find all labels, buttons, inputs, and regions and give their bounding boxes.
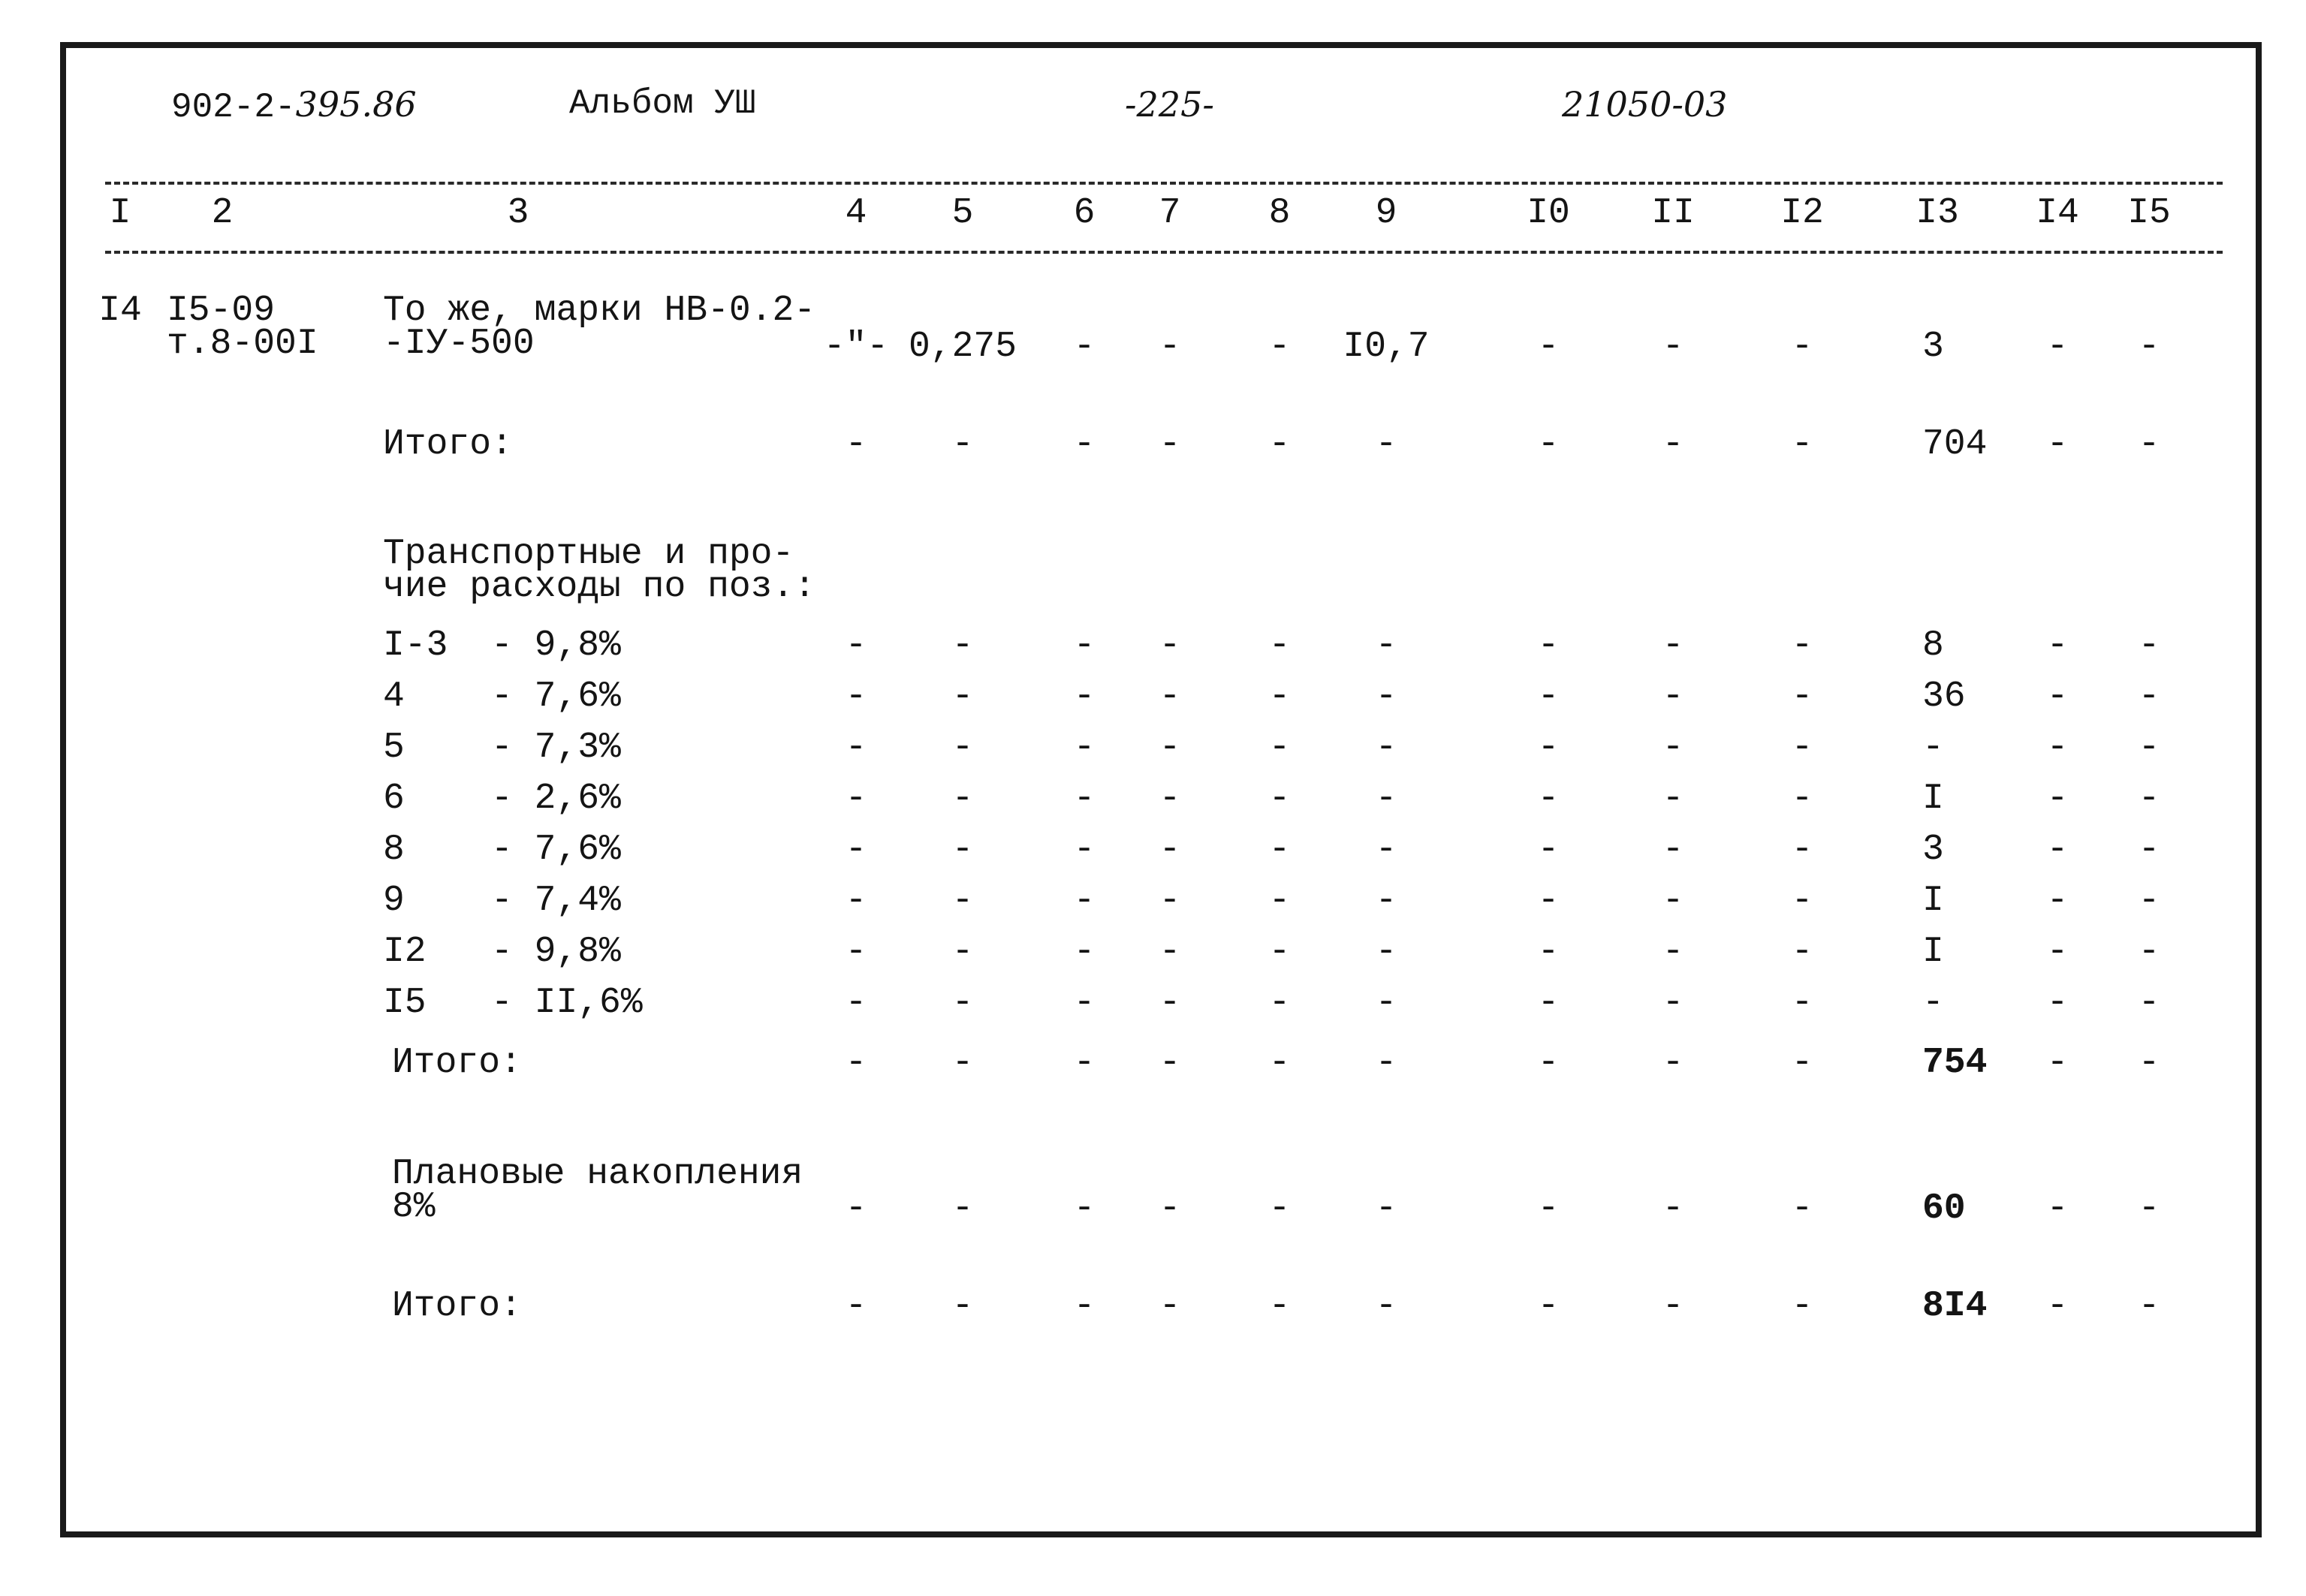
row-value-col-6: - bbox=[1073, 830, 1096, 870]
row-position: I4 bbox=[98, 291, 142, 331]
row-value-col-7: - bbox=[1159, 1188, 1181, 1229]
row-value-col-13: 60 bbox=[1922, 1188, 1966, 1229]
row-value-col-12: - bbox=[1791, 727, 1813, 768]
row-value-col-11: - bbox=[1662, 1188, 1684, 1229]
row-value-col-6: - bbox=[1073, 1188, 1096, 1229]
row-value-col-9: - bbox=[1375, 881, 1397, 921]
column-header-2: 2 bbox=[211, 193, 234, 233]
row-value-col-7: - bbox=[1159, 625, 1181, 666]
row-value-col-10: - bbox=[1537, 881, 1560, 921]
column-header-9: 9 bbox=[1375, 193, 1397, 233]
row-value-col-8: - bbox=[1268, 830, 1291, 870]
row-value-col-11: - bbox=[1662, 424, 1684, 465]
row-value-col-6: - bbox=[1073, 676, 1096, 717]
row-value-col-12: - bbox=[1791, 932, 1813, 972]
row-value-col-14: - bbox=[2046, 424, 2069, 465]
row-value-col-6: - bbox=[1073, 327, 1096, 367]
row-value-col-8: - bbox=[1268, 1188, 1291, 1229]
row-value-col-4: - bbox=[845, 1188, 867, 1229]
row-value-col-13: 3 bbox=[1922, 830, 1944, 870]
row-value-col-4: - bbox=[845, 983, 867, 1023]
row-value-col-8: - bbox=[1268, 932, 1291, 972]
row-value-col-15: - bbox=[2138, 983, 2160, 1023]
document-code-handwritten: 395.86 bbox=[295, 84, 417, 125]
row-value-col-7: - bbox=[1159, 1043, 1181, 1083]
row-value-col-8: - bbox=[1268, 881, 1291, 921]
row-value-col-13: 8I4 bbox=[1922, 1286, 1988, 1326]
row-value-col-9: - bbox=[1375, 625, 1397, 666]
row-value-col-14: - bbox=[2046, 1188, 2069, 1229]
row-value-col-7: - bbox=[1159, 830, 1181, 870]
row-value-col-5: - bbox=[951, 881, 974, 921]
row-value-col-9: I0,7 bbox=[1343, 327, 1430, 367]
row-description: 8 - 7,6% bbox=[383, 830, 621, 870]
row-value-col-12: - bbox=[1791, 830, 1813, 870]
row-value-col-11: - bbox=[1662, 830, 1684, 870]
row-value-col-5: - bbox=[951, 932, 974, 972]
row-value-col-10: - bbox=[1537, 625, 1560, 666]
row-value-col-9: - bbox=[1375, 983, 1397, 1023]
row-value-col-4: - bbox=[845, 932, 867, 972]
row-value-col-9: - bbox=[1375, 1043, 1397, 1083]
row-value-col-10: - bbox=[1537, 1188, 1560, 1229]
row-value-col-7: - bbox=[1159, 424, 1181, 465]
row-value-col-7: - bbox=[1159, 778, 1181, 819]
row-value-col-8: - bbox=[1268, 1043, 1291, 1083]
column-header-11: II bbox=[1651, 193, 1695, 233]
row-value-col-6: - bbox=[1073, 424, 1096, 465]
row-value-col-12: - bbox=[1791, 424, 1813, 465]
row-value-col-12: - bbox=[1791, 625, 1813, 666]
row-value-col-9: - bbox=[1375, 727, 1397, 768]
row-value-col-12: - bbox=[1791, 327, 1813, 367]
row-value-col-15: - bbox=[2138, 327, 2160, 367]
row-value-col-11: - bbox=[1662, 327, 1684, 367]
row-value-col-4: - bbox=[845, 881, 867, 921]
row-value-col-4: - bbox=[845, 625, 867, 666]
row-value-col-5: - bbox=[951, 727, 974, 768]
row-value-col-10: - bbox=[1537, 727, 1560, 768]
album-label: Альбом УШ bbox=[569, 84, 756, 123]
row-value-col-15: - bbox=[2138, 881, 2160, 921]
row-value-col-10: - bbox=[1537, 932, 1560, 972]
row-value-col-12: - bbox=[1791, 778, 1813, 819]
row-description: Итого: bbox=[392, 1286, 522, 1326]
row-value-col-8: - bbox=[1268, 327, 1291, 367]
row-value-col-13: 754 bbox=[1922, 1043, 1988, 1083]
row-value-col-4: - bbox=[845, 830, 867, 870]
row-value-col-11: - bbox=[1662, 1043, 1684, 1083]
row-value-col-8: - bbox=[1268, 778, 1291, 819]
column-header-8: 8 bbox=[1268, 193, 1291, 233]
row-value-col-6: - bbox=[1073, 983, 1096, 1023]
row-value-col-6: - bbox=[1073, 1043, 1096, 1083]
row-value-col-6: - bbox=[1073, 625, 1096, 666]
row-value-col-4: -"- bbox=[823, 327, 889, 367]
row-value-col-12: - bbox=[1791, 676, 1813, 717]
row-value-col-11: - bbox=[1662, 881, 1684, 921]
column-header-5: 5 bbox=[951, 193, 974, 233]
row-value-col-8: - bbox=[1268, 1286, 1291, 1326]
column-header-15: I5 bbox=[2127, 193, 2171, 233]
row-value-col-4: - bbox=[845, 778, 867, 819]
row-value-col-14: - bbox=[2046, 327, 2069, 367]
column-header-6: 6 bbox=[1073, 193, 1096, 233]
row-value-col-6: - bbox=[1073, 778, 1096, 819]
row-value-col-4: - bbox=[845, 1286, 867, 1326]
row-value-col-4: - bbox=[845, 424, 867, 465]
row-value-col-14: - bbox=[2046, 1286, 2069, 1326]
row-value-col-14: - bbox=[2046, 676, 2069, 717]
row-value-col-7: - bbox=[1159, 932, 1181, 972]
row-value-col-15: - bbox=[2138, 778, 2160, 819]
row-value-col-5: - bbox=[951, 625, 974, 666]
row-description: 6 - 2,6% bbox=[383, 778, 621, 819]
row-value-col-15: - bbox=[2138, 676, 2160, 717]
row-value-col-8: - bbox=[1268, 983, 1291, 1023]
column-header-3: 3 bbox=[507, 193, 529, 233]
row-value-col-13: I bbox=[1922, 881, 1944, 921]
row-value-col-15: - bbox=[2138, 830, 2160, 870]
row-value-col-13: 36 bbox=[1922, 676, 1966, 717]
row-value-col-15: - bbox=[2138, 424, 2160, 465]
row-value-col-8: - bbox=[1268, 625, 1291, 666]
row-value-col-11: - bbox=[1662, 727, 1684, 768]
column-header-7: 7 bbox=[1159, 193, 1181, 233]
row-value-col-5: - bbox=[951, 1188, 974, 1229]
row-value-col-5: - bbox=[951, 1043, 974, 1083]
row-value-col-14: - bbox=[2046, 983, 2069, 1023]
row-description: Плановые накопления 8% bbox=[392, 1154, 803, 1227]
row-value-col-15: - bbox=[2138, 1188, 2160, 1229]
row-value-col-5: - bbox=[951, 1286, 974, 1326]
row-value-col-10: - bbox=[1537, 830, 1560, 870]
row-value-col-15: - bbox=[2138, 932, 2160, 972]
row-value-col-9: - bbox=[1375, 830, 1397, 870]
row-value-col-7: - bbox=[1159, 983, 1181, 1023]
row-value-col-7: - bbox=[1159, 727, 1181, 768]
row-value-col-14: - bbox=[2046, 881, 2069, 921]
row-value-col-8: - bbox=[1268, 727, 1291, 768]
row-value-col-9: - bbox=[1375, 1188, 1397, 1229]
row-value-col-13: I bbox=[1922, 778, 1944, 819]
row-value-col-4: - bbox=[845, 1043, 867, 1083]
row-description: Итого: bbox=[383, 424, 513, 465]
column-header-10: I0 bbox=[1527, 193, 1570, 233]
row-value-col-14: - bbox=[2046, 727, 2069, 768]
row-value-col-14: - bbox=[2046, 625, 2069, 666]
row-value-col-10: - bbox=[1537, 1043, 1560, 1083]
row-value-col-10: - bbox=[1537, 424, 1560, 465]
row-value-col-5: - bbox=[951, 778, 974, 819]
row-value-col-5: - bbox=[951, 676, 974, 717]
row-value-col-8: - bbox=[1268, 676, 1291, 717]
row-value-col-7: - bbox=[1159, 327, 1181, 367]
row-value-col-6: - bbox=[1073, 881, 1096, 921]
row-value-col-14: - bbox=[2046, 932, 2069, 972]
column-header-4: 4 bbox=[845, 193, 867, 233]
row-value-col-12: - bbox=[1791, 881, 1813, 921]
row-value-col-4: - bbox=[845, 676, 867, 717]
row-value-col-15: - bbox=[2138, 1286, 2160, 1326]
row-value-col-5: - bbox=[951, 983, 974, 1023]
column-header-13: I3 bbox=[1916, 193, 1959, 233]
row-value-col-14: - bbox=[2046, 778, 2069, 819]
row-value-col-12: - bbox=[1791, 1043, 1813, 1083]
row-value-col-10: - bbox=[1537, 327, 1560, 367]
row-value-col-13: 3 bbox=[1922, 327, 1944, 367]
row-description: Итого: bbox=[392, 1043, 522, 1083]
column-header-14: I4 bbox=[2036, 193, 2079, 233]
row-value-col-10: - bbox=[1537, 676, 1560, 717]
row-value-col-11: - bbox=[1662, 983, 1684, 1023]
row-value-col-11: - bbox=[1662, 625, 1684, 666]
row-value-col-15: - bbox=[2138, 1043, 2160, 1083]
row-value-col-13: 704 bbox=[1922, 424, 1988, 465]
row-value-col-14: - bbox=[2046, 1043, 2069, 1083]
column-header-12: I2 bbox=[1780, 193, 1824, 233]
row-value-col-7: - bbox=[1159, 676, 1181, 717]
row-description: I-3 - 9,8% bbox=[383, 625, 621, 666]
page-number: -225- bbox=[1125, 84, 1214, 125]
row-value-col-10: - bbox=[1537, 983, 1560, 1023]
row-description: То же, марки НВ-0.2- -IУ-500 bbox=[383, 291, 816, 364]
row-value-col-11: - bbox=[1662, 1286, 1684, 1326]
doc-number: 21050-03 bbox=[1562, 84, 1728, 125]
row-value-col-11: - bbox=[1662, 676, 1684, 717]
row-value-col-12: - bbox=[1791, 1188, 1813, 1229]
row-value-col-12: - bbox=[1791, 983, 1813, 1023]
row-value-col-6: - bbox=[1073, 727, 1096, 768]
row-value-col-13: - bbox=[1922, 983, 1944, 1023]
row-value-col-4: - bbox=[845, 727, 867, 768]
row-description: I2 - 9,8% bbox=[383, 932, 621, 972]
row-value-col-11: - bbox=[1662, 932, 1684, 972]
row-value-col-8: - bbox=[1268, 424, 1291, 465]
row-value-col-9: - bbox=[1375, 932, 1397, 972]
row-value-col-11: - bbox=[1662, 778, 1684, 819]
row-description: 9 - 7,4% bbox=[383, 881, 621, 921]
document-code-typed: 902-2- bbox=[171, 88, 296, 127]
row-value-col-5: - bbox=[951, 424, 974, 465]
row-value-col-15: - bbox=[2138, 727, 2160, 768]
row-value-col-13: - bbox=[1922, 727, 1944, 768]
row-value-col-10: - bbox=[1537, 1286, 1560, 1326]
row-value-col-7: - bbox=[1159, 881, 1181, 921]
row-value-col-13: 8 bbox=[1922, 625, 1944, 666]
row-value-col-10: - bbox=[1537, 778, 1560, 819]
row-value-col-13: I bbox=[1922, 932, 1944, 972]
row-value-col-6: - bbox=[1073, 1286, 1096, 1326]
row-code: I5-09 т.8-00I bbox=[167, 291, 318, 364]
row-value-col-9: - bbox=[1375, 1286, 1397, 1326]
row-description: 4 - 7,6% bbox=[383, 676, 621, 717]
row-value-col-14: - bbox=[2046, 830, 2069, 870]
row-description: I5 - II,6% bbox=[383, 983, 643, 1023]
row-value-col-9: - bbox=[1375, 676, 1397, 717]
row-description: 5 - 7,3% bbox=[383, 727, 621, 768]
row-value-col-6: - bbox=[1073, 932, 1096, 972]
row-description: Транспортные и про- чие расходы по поз.: bbox=[383, 534, 816, 607]
row-value-col-5: - bbox=[951, 830, 974, 870]
row-value-col-15: - bbox=[2138, 625, 2160, 666]
row-value-col-7: - bbox=[1159, 1286, 1181, 1326]
row-value-col-12: - bbox=[1791, 1286, 1813, 1326]
row-value-col-9: - bbox=[1375, 424, 1397, 465]
column-header-1: I bbox=[109, 193, 131, 233]
row-value-col-9: - bbox=[1375, 778, 1397, 819]
row-value-col-5: 0,275 bbox=[908, 327, 1017, 367]
